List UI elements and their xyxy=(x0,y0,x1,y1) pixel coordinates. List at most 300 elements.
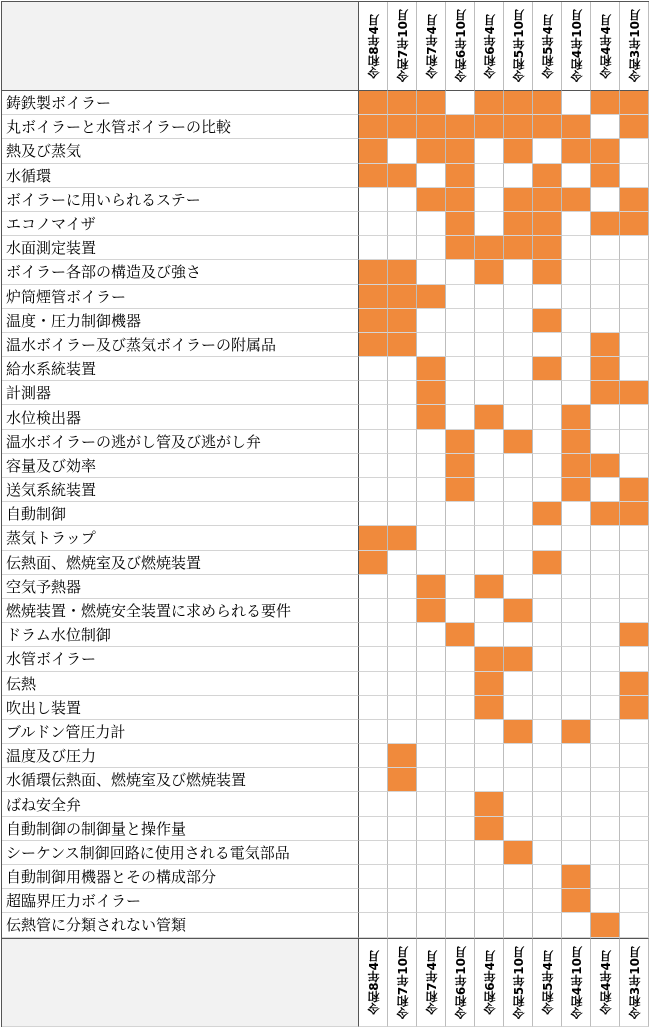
empty-cell[interactable] xyxy=(388,720,417,744)
marked-cell[interactable] xyxy=(475,672,504,696)
empty-cell[interactable] xyxy=(446,260,475,284)
marked-cell[interactable] xyxy=(475,575,504,599)
empty-cell[interactable] xyxy=(620,551,649,575)
empty-cell[interactable] xyxy=(446,357,475,381)
marked-cell[interactable] xyxy=(359,139,388,163)
empty-cell[interactable] xyxy=(359,478,388,502)
empty-cell[interactable] xyxy=(475,841,504,865)
empty-cell[interactable] xyxy=(417,478,446,502)
marked-cell[interactable] xyxy=(620,623,649,647)
topic-cell[interactable]: 温度及び圧力 xyxy=(2,744,359,768)
empty-cell[interactable] xyxy=(504,744,533,768)
empty-cell[interactable] xyxy=(388,430,417,454)
empty-cell[interactable] xyxy=(388,236,417,260)
empty-cell[interactable] xyxy=(446,792,475,816)
empty-cell[interactable] xyxy=(446,865,475,889)
topic-cell[interactable]: ばね安全弁 xyxy=(2,792,359,816)
empty-cell[interactable] xyxy=(359,720,388,744)
empty-cell[interactable] xyxy=(359,430,388,454)
empty-cell[interactable] xyxy=(504,333,533,357)
empty-cell[interactable] xyxy=(475,357,504,381)
empty-cell[interactable] xyxy=(504,526,533,550)
empty-cell[interactable] xyxy=(446,575,475,599)
empty-cell[interactable] xyxy=(504,913,533,937)
empty-cell[interactable] xyxy=(620,865,649,889)
empty-cell[interactable] xyxy=(533,599,562,623)
empty-cell[interactable] xyxy=(620,430,649,454)
empty-cell[interactable] xyxy=(562,623,591,647)
topic-cell[interactable]: 丸ボイラーと水管ボイラーの比較 xyxy=(2,115,359,139)
empty-cell[interactable] xyxy=(533,865,562,889)
empty-cell[interactable] xyxy=(533,623,562,647)
empty-cell[interactable] xyxy=(388,139,417,163)
empty-cell[interactable] xyxy=(359,599,388,623)
marked-cell[interactable] xyxy=(417,405,446,429)
marked-cell[interactable] xyxy=(504,139,533,163)
marked-cell[interactable] xyxy=(533,551,562,575)
empty-cell[interactable] xyxy=(562,381,591,405)
marked-cell[interactable] xyxy=(533,309,562,333)
empty-cell[interactable] xyxy=(562,333,591,357)
empty-cell[interactable] xyxy=(620,744,649,768)
topic-cell[interactable]: 計測器 xyxy=(2,381,359,405)
empty-cell[interactable] xyxy=(446,551,475,575)
empty-cell[interactable] xyxy=(620,454,649,478)
marked-cell[interactable] xyxy=(562,454,591,478)
empty-cell[interactable] xyxy=(446,502,475,526)
empty-cell[interactable] xyxy=(359,768,388,792)
empty-cell[interactable] xyxy=(533,526,562,550)
empty-cell[interactable] xyxy=(417,333,446,357)
empty-cell[interactable] xyxy=(591,792,620,816)
marked-cell[interactable] xyxy=(504,430,533,454)
empty-cell[interactable] xyxy=(446,720,475,744)
empty-cell[interactable] xyxy=(475,889,504,913)
marked-cell[interactable] xyxy=(388,164,417,188)
empty-cell[interactable] xyxy=(388,502,417,526)
empty-cell[interactable] xyxy=(446,91,475,115)
empty-cell[interactable] xyxy=(504,164,533,188)
empty-cell[interactable] xyxy=(417,744,446,768)
empty-cell[interactable] xyxy=(446,696,475,720)
empty-cell[interactable] xyxy=(446,672,475,696)
empty-cell[interactable] xyxy=(504,381,533,405)
marked-cell[interactable] xyxy=(446,115,475,139)
empty-cell[interactable] xyxy=(562,91,591,115)
marked-cell[interactable] xyxy=(388,260,417,284)
topic-cell[interactable]: 空気予熱器 xyxy=(2,575,359,599)
marked-cell[interactable] xyxy=(359,115,388,139)
empty-cell[interactable] xyxy=(446,889,475,913)
empty-cell[interactable] xyxy=(620,720,649,744)
marked-cell[interactable] xyxy=(446,478,475,502)
marked-cell[interactable] xyxy=(388,768,417,792)
empty-cell[interactable] xyxy=(417,792,446,816)
topic-cell[interactable]: 自動制御用機器とその構成部分 xyxy=(2,865,359,889)
empty-cell[interactable] xyxy=(504,309,533,333)
marked-cell[interactable] xyxy=(417,188,446,212)
empty-cell[interactable] xyxy=(620,236,649,260)
empty-cell[interactable] xyxy=(446,841,475,865)
empty-cell[interactable] xyxy=(417,430,446,454)
empty-cell[interactable] xyxy=(533,913,562,937)
empty-cell[interactable] xyxy=(562,309,591,333)
marked-cell[interactable] xyxy=(417,575,446,599)
empty-cell[interactable] xyxy=(562,285,591,309)
empty-cell[interactable] xyxy=(533,647,562,671)
empty-cell[interactable] xyxy=(475,285,504,309)
marked-cell[interactable] xyxy=(475,792,504,816)
marked-cell[interactable] xyxy=(359,260,388,284)
topic-cell[interactable]: 超臨界圧力ボイラー xyxy=(2,889,359,913)
empty-cell[interactable] xyxy=(417,502,446,526)
marked-cell[interactable] xyxy=(417,139,446,163)
empty-cell[interactable] xyxy=(620,333,649,357)
empty-cell[interactable] xyxy=(359,502,388,526)
marked-cell[interactable] xyxy=(388,285,417,309)
marked-cell[interactable] xyxy=(446,164,475,188)
topic-cell[interactable]: ボイラー各部の構造及び強さ xyxy=(2,260,359,284)
empty-cell[interactable] xyxy=(475,744,504,768)
marked-cell[interactable] xyxy=(562,430,591,454)
empty-cell[interactable] xyxy=(446,744,475,768)
empty-cell[interactable] xyxy=(620,889,649,913)
empty-cell[interactable] xyxy=(417,865,446,889)
empty-cell[interactable] xyxy=(562,526,591,550)
empty-cell[interactable] xyxy=(562,913,591,937)
marked-cell[interactable] xyxy=(446,430,475,454)
empty-cell[interactable] xyxy=(446,599,475,623)
marked-cell[interactable] xyxy=(620,696,649,720)
empty-cell[interactable] xyxy=(591,720,620,744)
empty-cell[interactable] xyxy=(475,164,504,188)
empty-cell[interactable] xyxy=(417,212,446,236)
empty-cell[interactable] xyxy=(620,817,649,841)
empty-cell[interactable] xyxy=(591,526,620,550)
empty-cell[interactable] xyxy=(359,889,388,913)
empty-cell[interactable] xyxy=(533,478,562,502)
marked-cell[interactable] xyxy=(359,285,388,309)
empty-cell[interactable] xyxy=(504,865,533,889)
empty-cell[interactable] xyxy=(533,430,562,454)
empty-cell[interactable] xyxy=(504,285,533,309)
empty-cell[interactable] xyxy=(359,575,388,599)
empty-cell[interactable] xyxy=(446,405,475,429)
marked-cell[interactable] xyxy=(388,526,417,550)
empty-cell[interactable] xyxy=(417,889,446,913)
empty-cell[interactable] xyxy=(417,309,446,333)
empty-cell[interactable] xyxy=(591,260,620,284)
empty-cell[interactable] xyxy=(446,333,475,357)
empty-cell[interactable] xyxy=(533,696,562,720)
marked-cell[interactable] xyxy=(359,309,388,333)
empty-cell[interactable] xyxy=(562,817,591,841)
marked-cell[interactable] xyxy=(504,236,533,260)
empty-cell[interactable] xyxy=(591,768,620,792)
empty-cell[interactable] xyxy=(417,720,446,744)
marked-cell[interactable] xyxy=(562,188,591,212)
marked-cell[interactable] xyxy=(533,188,562,212)
empty-cell[interactable] xyxy=(620,841,649,865)
empty-cell[interactable] xyxy=(591,309,620,333)
empty-cell[interactable] xyxy=(562,599,591,623)
empty-cell[interactable] xyxy=(504,405,533,429)
empty-cell[interactable] xyxy=(533,792,562,816)
empty-cell[interactable] xyxy=(620,260,649,284)
topic-cell[interactable]: ボイラーに用いられるステー xyxy=(2,188,359,212)
marked-cell[interactable] xyxy=(591,357,620,381)
empty-cell[interactable] xyxy=(359,188,388,212)
marked-cell[interactable] xyxy=(417,285,446,309)
empty-cell[interactable] xyxy=(359,647,388,671)
topic-cell[interactable]: 炉筒煙管ボイラー xyxy=(2,285,359,309)
topic-cell[interactable]: 送気系統装置 xyxy=(2,478,359,502)
empty-cell[interactable] xyxy=(591,623,620,647)
empty-cell[interactable] xyxy=(359,236,388,260)
empty-cell[interactable] xyxy=(359,817,388,841)
marked-cell[interactable] xyxy=(359,551,388,575)
marked-cell[interactable] xyxy=(533,164,562,188)
empty-cell[interactable] xyxy=(504,623,533,647)
marked-cell[interactable] xyxy=(475,405,504,429)
empty-cell[interactable] xyxy=(562,236,591,260)
empty-cell[interactable] xyxy=(533,841,562,865)
empty-cell[interactable] xyxy=(475,526,504,550)
empty-cell[interactable] xyxy=(388,551,417,575)
marked-cell[interactable] xyxy=(359,91,388,115)
empty-cell[interactable] xyxy=(446,817,475,841)
empty-cell[interactable] xyxy=(562,841,591,865)
empty-cell[interactable] xyxy=(388,672,417,696)
marked-cell[interactable] xyxy=(504,115,533,139)
marked-cell[interactable] xyxy=(620,502,649,526)
marked-cell[interactable] xyxy=(620,188,649,212)
empty-cell[interactable] xyxy=(533,454,562,478)
empty-cell[interactable] xyxy=(591,672,620,696)
marked-cell[interactable] xyxy=(446,139,475,163)
empty-cell[interactable] xyxy=(562,212,591,236)
marked-cell[interactable] xyxy=(504,188,533,212)
empty-cell[interactable] xyxy=(591,405,620,429)
empty-cell[interactable] xyxy=(504,502,533,526)
empty-cell[interactable] xyxy=(359,792,388,816)
marked-cell[interactable] xyxy=(417,115,446,139)
empty-cell[interactable] xyxy=(475,454,504,478)
marked-cell[interactable] xyxy=(562,405,591,429)
empty-cell[interactable] xyxy=(504,454,533,478)
marked-cell[interactable] xyxy=(562,115,591,139)
marked-cell[interactable] xyxy=(620,91,649,115)
empty-cell[interactable] xyxy=(562,575,591,599)
marked-cell[interactable] xyxy=(359,164,388,188)
empty-cell[interactable] xyxy=(504,889,533,913)
marked-cell[interactable] xyxy=(620,478,649,502)
marked-cell[interactable] xyxy=(533,236,562,260)
marked-cell[interactable] xyxy=(417,357,446,381)
marked-cell[interactable] xyxy=(620,115,649,139)
marked-cell[interactable] xyxy=(504,91,533,115)
empty-cell[interactable] xyxy=(591,478,620,502)
marked-cell[interactable] xyxy=(475,696,504,720)
marked-cell[interactable] xyxy=(591,91,620,115)
marked-cell[interactable] xyxy=(533,357,562,381)
marked-cell[interactable] xyxy=(388,333,417,357)
marked-cell[interactable] xyxy=(446,212,475,236)
empty-cell[interactable] xyxy=(388,696,417,720)
empty-cell[interactable] xyxy=(417,913,446,937)
marked-cell[interactable] xyxy=(562,865,591,889)
empty-cell[interactable] xyxy=(475,430,504,454)
empty-cell[interactable] xyxy=(417,623,446,647)
marked-cell[interactable] xyxy=(388,309,417,333)
empty-cell[interactable] xyxy=(591,236,620,260)
topic-cell[interactable]: エコノマイザ xyxy=(2,212,359,236)
empty-cell[interactable] xyxy=(562,744,591,768)
empty-cell[interactable] xyxy=(417,768,446,792)
topic-cell[interactable]: 鋳鉄製ボイラー xyxy=(2,91,359,115)
empty-cell[interactable] xyxy=(359,357,388,381)
empty-cell[interactable] xyxy=(562,502,591,526)
empty-cell[interactable] xyxy=(388,212,417,236)
marked-cell[interactable] xyxy=(446,236,475,260)
empty-cell[interactable] xyxy=(591,575,620,599)
empty-cell[interactable] xyxy=(388,792,417,816)
empty-cell[interactable] xyxy=(591,285,620,309)
empty-cell[interactable] xyxy=(562,647,591,671)
empty-cell[interactable] xyxy=(359,913,388,937)
empty-cell[interactable] xyxy=(417,551,446,575)
marked-cell[interactable] xyxy=(620,381,649,405)
topic-cell[interactable]: 伝熱 xyxy=(2,672,359,696)
empty-cell[interactable] xyxy=(620,164,649,188)
empty-cell[interactable] xyxy=(533,139,562,163)
empty-cell[interactable] xyxy=(417,236,446,260)
empty-cell[interactable] xyxy=(533,405,562,429)
empty-cell[interactable] xyxy=(620,309,649,333)
marked-cell[interactable] xyxy=(359,333,388,357)
empty-cell[interactable] xyxy=(388,913,417,937)
empty-cell[interactable] xyxy=(504,575,533,599)
topic-cell[interactable]: 水面測定装置 xyxy=(2,236,359,260)
empty-cell[interactable] xyxy=(533,744,562,768)
empty-cell[interactable] xyxy=(620,526,649,550)
marked-cell[interactable] xyxy=(475,115,504,139)
marked-cell[interactable] xyxy=(446,623,475,647)
topic-cell[interactable]: 温度・圧力制御機器 xyxy=(2,309,359,333)
marked-cell[interactable] xyxy=(591,913,620,937)
empty-cell[interactable] xyxy=(359,623,388,647)
marked-cell[interactable] xyxy=(533,260,562,284)
empty-cell[interactable] xyxy=(591,841,620,865)
empty-cell[interactable] xyxy=(620,792,649,816)
empty-cell[interactable] xyxy=(388,357,417,381)
empty-cell[interactable] xyxy=(446,381,475,405)
topic-cell[interactable]: ブルドン管圧力計 xyxy=(2,720,359,744)
empty-cell[interactable] xyxy=(417,164,446,188)
empty-cell[interactable] xyxy=(388,889,417,913)
topic-cell[interactable]: 吹出し装置 xyxy=(2,696,359,720)
empty-cell[interactable] xyxy=(620,139,649,163)
empty-cell[interactable] xyxy=(388,381,417,405)
empty-cell[interactable] xyxy=(359,381,388,405)
empty-cell[interactable] xyxy=(475,212,504,236)
empty-cell[interactable] xyxy=(446,526,475,550)
marked-cell[interactable] xyxy=(388,744,417,768)
marked-cell[interactable] xyxy=(591,333,620,357)
empty-cell[interactable] xyxy=(359,841,388,865)
empty-cell[interactable] xyxy=(533,285,562,309)
empty-cell[interactable] xyxy=(475,913,504,937)
marked-cell[interactable] xyxy=(591,212,620,236)
empty-cell[interactable] xyxy=(562,672,591,696)
marked-cell[interactable] xyxy=(591,164,620,188)
marked-cell[interactable] xyxy=(388,91,417,115)
empty-cell[interactable] xyxy=(533,889,562,913)
empty-cell[interactable] xyxy=(388,575,417,599)
topic-cell[interactable]: 伝熱面、燃焼室及び燃焼装置 xyxy=(2,551,359,575)
empty-cell[interactable] xyxy=(533,768,562,792)
empty-cell[interactable] xyxy=(359,212,388,236)
empty-cell[interactable] xyxy=(591,817,620,841)
empty-cell[interactable] xyxy=(388,841,417,865)
marked-cell[interactable] xyxy=(620,212,649,236)
empty-cell[interactable] xyxy=(591,889,620,913)
empty-cell[interactable] xyxy=(446,647,475,671)
empty-cell[interactable] xyxy=(591,115,620,139)
marked-cell[interactable] xyxy=(475,236,504,260)
marked-cell[interactable] xyxy=(475,91,504,115)
empty-cell[interactable] xyxy=(591,188,620,212)
marked-cell[interactable] xyxy=(417,599,446,623)
empty-cell[interactable] xyxy=(388,188,417,212)
empty-cell[interactable] xyxy=(533,817,562,841)
empty-cell[interactable] xyxy=(475,139,504,163)
marked-cell[interactable] xyxy=(475,260,504,284)
marked-cell[interactable] xyxy=(446,454,475,478)
empty-cell[interactable] xyxy=(475,599,504,623)
marked-cell[interactable] xyxy=(388,115,417,139)
empty-cell[interactable] xyxy=(417,260,446,284)
empty-cell[interactable] xyxy=(562,164,591,188)
empty-cell[interactable] xyxy=(475,623,504,647)
empty-cell[interactable] xyxy=(388,647,417,671)
marked-cell[interactable] xyxy=(504,841,533,865)
empty-cell[interactable] xyxy=(620,768,649,792)
marked-cell[interactable] xyxy=(591,381,620,405)
empty-cell[interactable] xyxy=(620,405,649,429)
empty-cell[interactable] xyxy=(475,551,504,575)
empty-cell[interactable] xyxy=(475,865,504,889)
topic-cell[interactable]: 伝熱管に分類されない管類 xyxy=(2,913,359,937)
empty-cell[interactable] xyxy=(620,575,649,599)
topic-cell[interactable]: 自動制御の制御量と操作量 xyxy=(2,817,359,841)
topic-cell[interactable]: 水循環 xyxy=(2,164,359,188)
topic-cell[interactable]: 温水ボイラー及び蒸気ボイラーの附属品 xyxy=(2,333,359,357)
empty-cell[interactable] xyxy=(359,405,388,429)
empty-cell[interactable] xyxy=(562,551,591,575)
empty-cell[interactable] xyxy=(504,672,533,696)
empty-cell[interactable] xyxy=(446,913,475,937)
empty-cell[interactable] xyxy=(388,623,417,647)
empty-cell[interactable] xyxy=(591,599,620,623)
empty-cell[interactable] xyxy=(475,768,504,792)
empty-cell[interactable] xyxy=(417,817,446,841)
topic-cell[interactable]: 燃焼装置・燃焼安全装置に求められる要件 xyxy=(2,599,359,623)
empty-cell[interactable] xyxy=(388,478,417,502)
marked-cell[interactable] xyxy=(533,115,562,139)
empty-cell[interactable] xyxy=(388,817,417,841)
empty-cell[interactable] xyxy=(620,647,649,671)
